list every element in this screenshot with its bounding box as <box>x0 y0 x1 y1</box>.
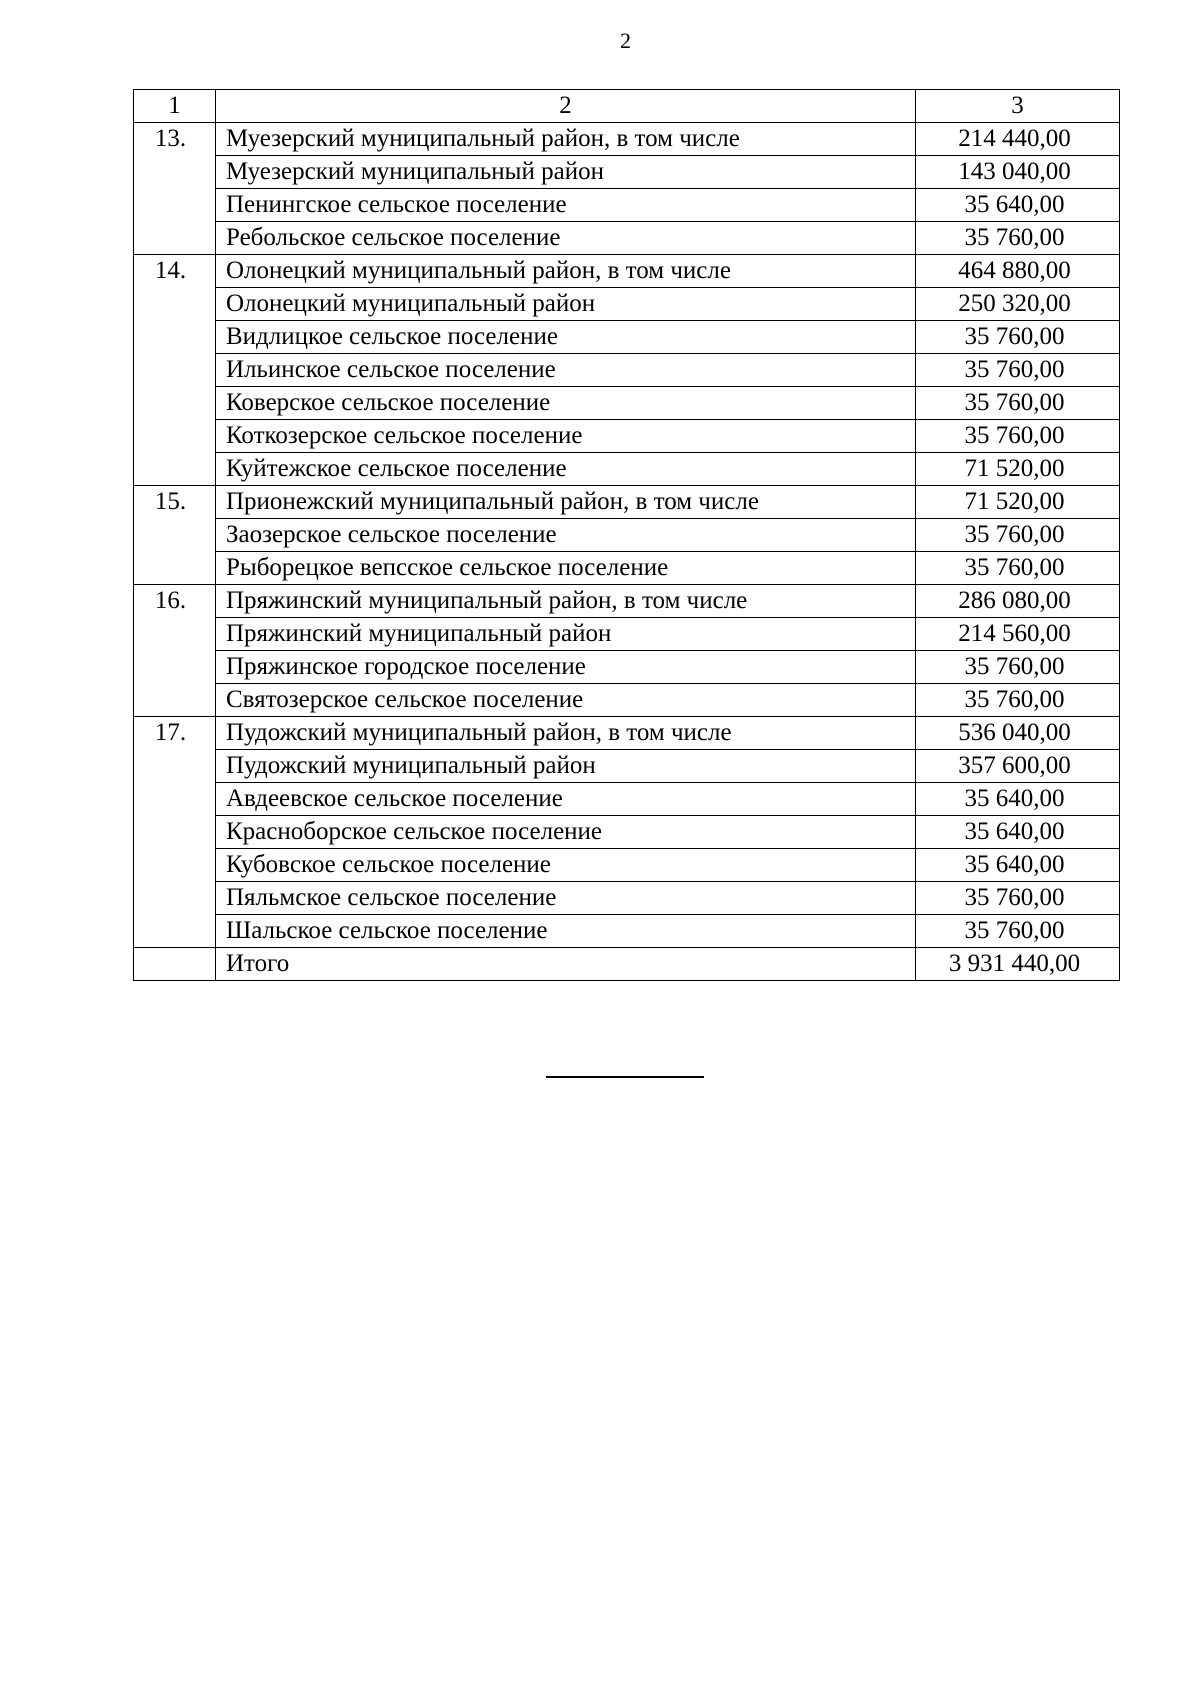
table-row <box>134 552 1120 585</box>
total-amount: 3 931 440,00 <box>916 948 1120 981</box>
allocation-amount: 214 560,00 <box>916 618 1120 651</box>
table-body <box>134 90 1120 981</box>
allocation-amount: 35 760,00 <box>916 882 1120 915</box>
table-row <box>134 189 1120 222</box>
allocation-amount: 35 760,00 <box>916 552 1120 585</box>
allocation-amount: 35 760,00 <box>916 222 1120 255</box>
table-row <box>134 750 1120 783</box>
municipality-name: Муезерский муниципальный район <box>216 156 916 189</box>
row-number: 16. <box>134 585 216 717</box>
table-row <box>134 915 1120 948</box>
table-row <box>134 156 1120 189</box>
table-row <box>134 585 1120 618</box>
table-row <box>134 123 1120 156</box>
allocation-amount: 35 760,00 <box>916 420 1120 453</box>
municipality-name: Пудожский муниципальный район, в том числе <box>216 717 916 750</box>
allocation-amount: 35 760,00 <box>916 387 1120 420</box>
allocation-amount: 35 640,00 <box>916 816 1120 849</box>
municipality-name: Коверское сельское поселение <box>216 387 916 420</box>
municipality-name: Авдеевское сельское поселение <box>216 783 916 816</box>
municipality-name: Муезерский муниципальный район, в том числе <box>216 123 916 156</box>
municipality-name: Заозерское сельское поселение <box>216 519 916 552</box>
table-row <box>134 882 1120 915</box>
municipality-name: Пенингское сельское поселение <box>216 189 916 222</box>
total-number-cell <box>134 948 216 981</box>
allocation-amount: 35 640,00 <box>916 849 1120 882</box>
row-number: 14. <box>134 255 216 486</box>
allocation-amount: 71 520,00 <box>916 453 1120 486</box>
allocation-amount: 357 600,00 <box>916 750 1120 783</box>
total-label: Итого <box>216 948 916 981</box>
table-row <box>134 453 1120 486</box>
allocation-amount: 35 760,00 <box>916 915 1120 948</box>
municipality-name: Святозерское сельское поселение <box>216 684 916 717</box>
table-row <box>134 519 1120 552</box>
table-row <box>134 354 1120 387</box>
page-number: 2 <box>620 28 631 53</box>
allocation-table <box>133 89 1120 981</box>
municipality-name: Пудожский муниципальный район <box>216 750 916 783</box>
municipality-name: Олонецкий муниципальный район, в том числе <box>216 255 916 288</box>
row-number: 13. <box>134 123 216 255</box>
municipality-name: Рыборецкое вепсское сельское поселение <box>216 552 916 585</box>
allocation-amount: 35 760,00 <box>916 519 1120 552</box>
table-row <box>134 816 1120 849</box>
table-row <box>134 618 1120 651</box>
allocation-amount: 250 320,00 <box>916 288 1120 321</box>
municipality-name: Пяльмское сельское поселение <box>216 882 916 915</box>
row-number: 15. <box>134 486 216 585</box>
municipality-name: Пряжинский муниципальный район <box>216 618 916 651</box>
allocation-amount: 35 760,00 <box>916 321 1120 354</box>
end-of-document-rule <box>546 1076 704 1078</box>
municipality-name: Ребольское сельское поселение <box>216 222 916 255</box>
allocation-amount: 536 040,00 <box>916 717 1120 750</box>
total-row <box>134 948 1120 981</box>
allocation-amount: 35 760,00 <box>916 684 1120 717</box>
table-row <box>134 849 1120 882</box>
header-col-3: 3 <box>916 90 1120 123</box>
municipality-name: Ильинское сельское поселение <box>216 354 916 387</box>
allocation-amount: 35 760,00 <box>916 651 1120 684</box>
header-col-2: 2 <box>216 90 916 123</box>
allocation-amount: 464 880,00 <box>916 255 1120 288</box>
table-row <box>134 717 1120 750</box>
allocation-amount: 214 440,00 <box>916 123 1120 156</box>
municipality-name: Пряжинский муниципальный район, в том числе <box>216 585 916 618</box>
allocation-amount: 35 640,00 <box>916 189 1120 222</box>
table-row <box>134 387 1120 420</box>
header-col-1: 1 <box>134 90 216 123</box>
table-header-row <box>134 90 1120 123</box>
allocation-amount: 35 760,00 <box>916 354 1120 387</box>
municipality-name: Куйтежское сельское поселение <box>216 453 916 486</box>
allocation-amount: 286 080,00 <box>916 585 1120 618</box>
municipality-name: Шальское сельское поселение <box>216 915 916 948</box>
municipality-name: Видлицкое сельское поселение <box>216 321 916 354</box>
municipality-name: Коткозерское сельское поселение <box>216 420 916 453</box>
municipality-name: Красноборское сельское поселение <box>216 816 916 849</box>
table-row <box>134 222 1120 255</box>
table-row <box>134 255 1120 288</box>
allocation-amount: 35 640,00 <box>916 783 1120 816</box>
table-row <box>134 684 1120 717</box>
municipality-name: Пряжинское городское поселение <box>216 651 916 684</box>
allocation-amount: 71 520,00 <box>916 486 1120 519</box>
table-row <box>134 321 1120 354</box>
table-row <box>134 783 1120 816</box>
municipality-name: Олонецкий муниципальный район <box>216 288 916 321</box>
table-row <box>134 420 1120 453</box>
municipality-name: Прионежский муниципальный район, в том числе <box>216 486 916 519</box>
table-row <box>134 651 1120 684</box>
municipality-name: Кубовское сельское поселение <box>216 849 916 882</box>
row-number: 17. <box>134 717 216 948</box>
allocation-amount: 143 040,00 <box>916 156 1120 189</box>
table-row <box>134 486 1120 519</box>
table-row <box>134 288 1120 321</box>
